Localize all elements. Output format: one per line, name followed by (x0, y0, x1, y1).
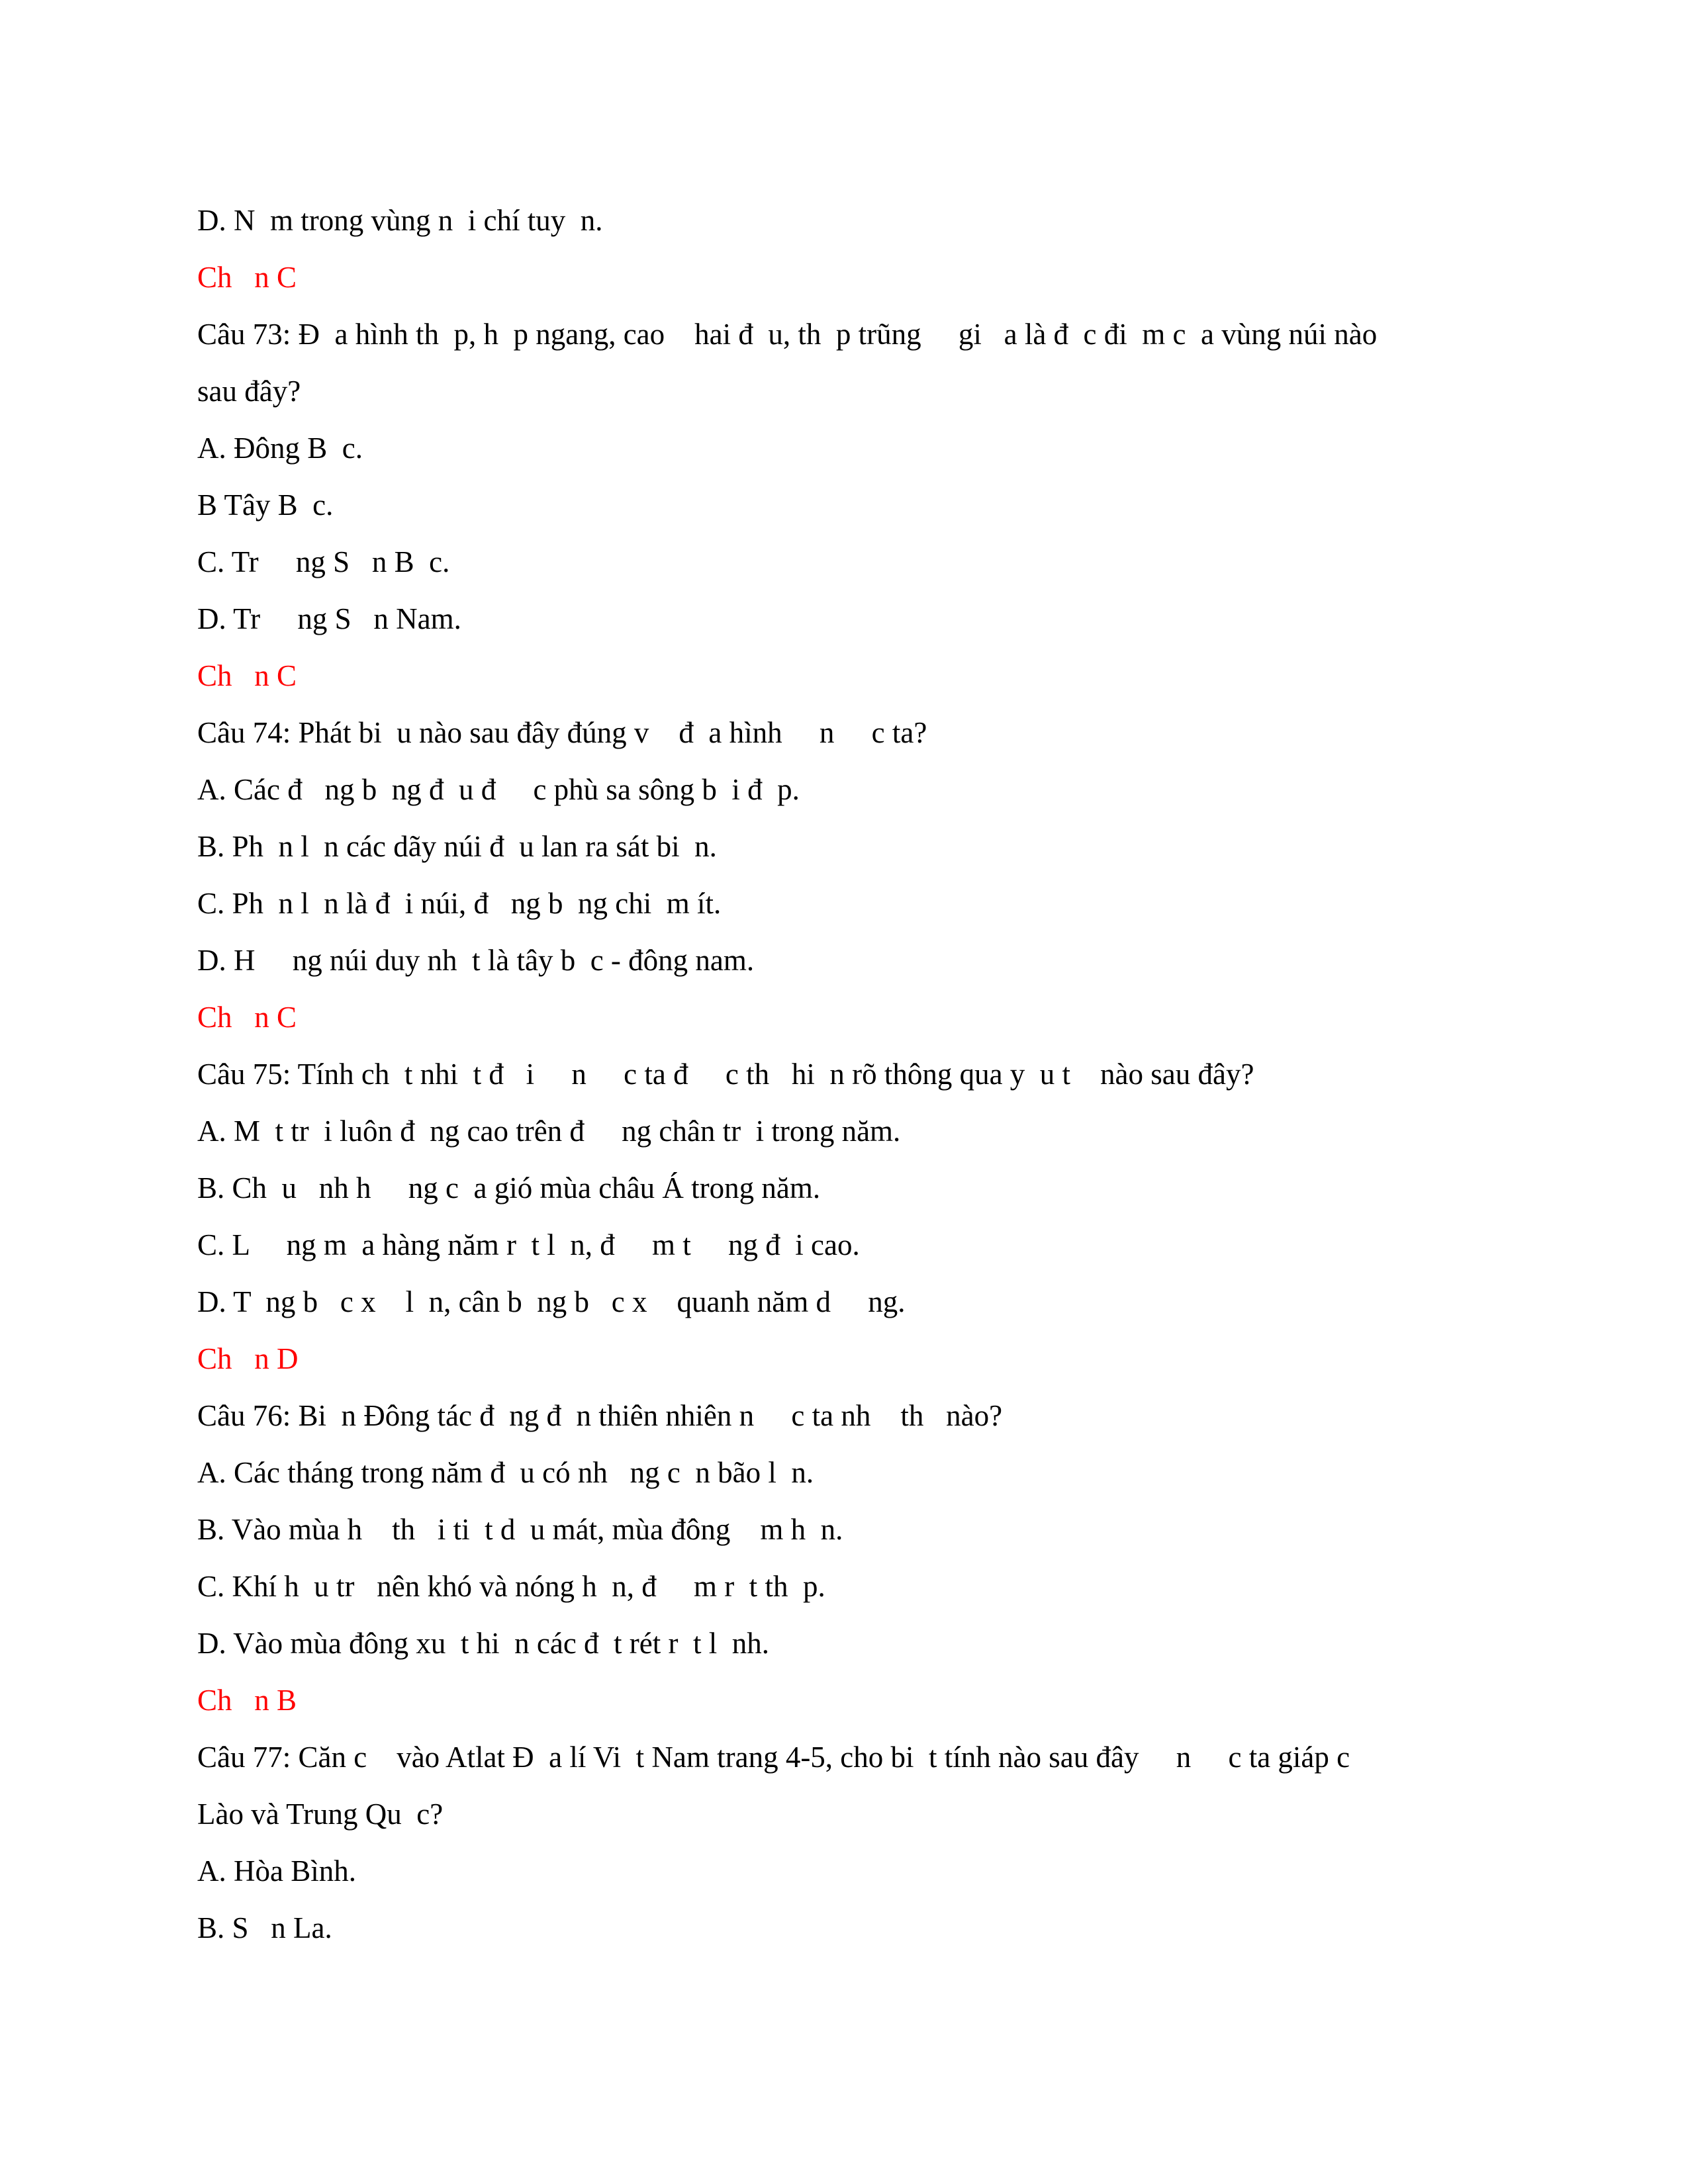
option-line: D. T ng b c x l n, cân b ng b c x quanh năm d ng. (197, 1285, 906, 1318)
text-line: D. N m trong vùng n i chí tuy n. (197, 204, 603, 237)
option-line: A. Đông B c. (197, 432, 363, 465)
question-line: Câu 73: Đ a hình th p, h p ngang, cao hai đ u, th p trũng gi a là đ c đi m c a vùng núi nào (197, 318, 1378, 351)
option-line: D. Tr ng S n Nam. (197, 602, 461, 635)
question-line: Câu 75: Tính ch t nhi t đ i n c ta đ c th hi n rõ thông qua y u t nào sau đây? (197, 1058, 1254, 1091)
option-line: C. Khí h u tr nên khó và nóng h n, đ m r t th p. (197, 1570, 825, 1603)
question-line: Câu 76: Bi n Đông tác đ ng đ n thiên nhiên n c ta nh th nào? (197, 1399, 1003, 1432)
question-line: Lào và Trung Qu c? (197, 1797, 444, 1831)
answer-line: Ch n C (197, 659, 297, 692)
option-line: B Tây B c. (197, 488, 334, 522)
option-line: C. Tr ng S n B c. (197, 545, 450, 578)
option-line: D. H ng núi duy nh t là tây b c - đông nam. (197, 944, 755, 977)
option-line: C. Ph n l n là đ i núi, đ ng b ng chi m ít. (197, 887, 722, 920)
answer-line: Ch n B (197, 1684, 297, 1717)
option-line: A. M t tr i luôn đ ng cao trên đ ng chân tr i trong năm. (197, 1115, 901, 1148)
answer-line: Ch n C (197, 261, 297, 294)
question-line: Câu 74: Phát bi u nào sau đây đúng v đ a hình n c ta? (197, 716, 927, 749)
option-line: A. Hòa Bình. (197, 1854, 356, 1888)
document-body (197, 192, 1508, 1956)
option-line: D. Vào mùa đông xu t hi n các đ t rét r t l nh. (197, 1627, 770, 1660)
option-line: B. S n La. (197, 1911, 332, 1944)
answer-line: Ch n C (197, 1001, 297, 1034)
option-line: B. Ph n l n các dãy núi đ u lan ra sát bi n. (197, 830, 717, 863)
option-line: A. Các đ ng b ng đ u đ c phù sa sông b i đ p. (197, 773, 800, 806)
option-line: A. Các tháng trong năm đ u có nh ng c n bão l n. (197, 1456, 814, 1489)
question-line: Câu 77: Căn c vào Atlat Đ a lí Vi t Nam trang 4-5, cho bi t tính nào sau đây n c ta giáp c (197, 1741, 1350, 1774)
question-line: sau đây? (197, 375, 301, 408)
option-line: B. Ch u nh h ng c a gió mùa châu Á trong năm. (197, 1171, 821, 1205)
option-line: B. Vào mùa h th i ti t d u mát, mùa đông m h n. (197, 1513, 843, 1546)
answer-line: Ch n D (197, 1342, 299, 1375)
option-line: C. L ng m a hàng năm r t l n, đ m t ng đ i cao. (197, 1228, 860, 1261)
